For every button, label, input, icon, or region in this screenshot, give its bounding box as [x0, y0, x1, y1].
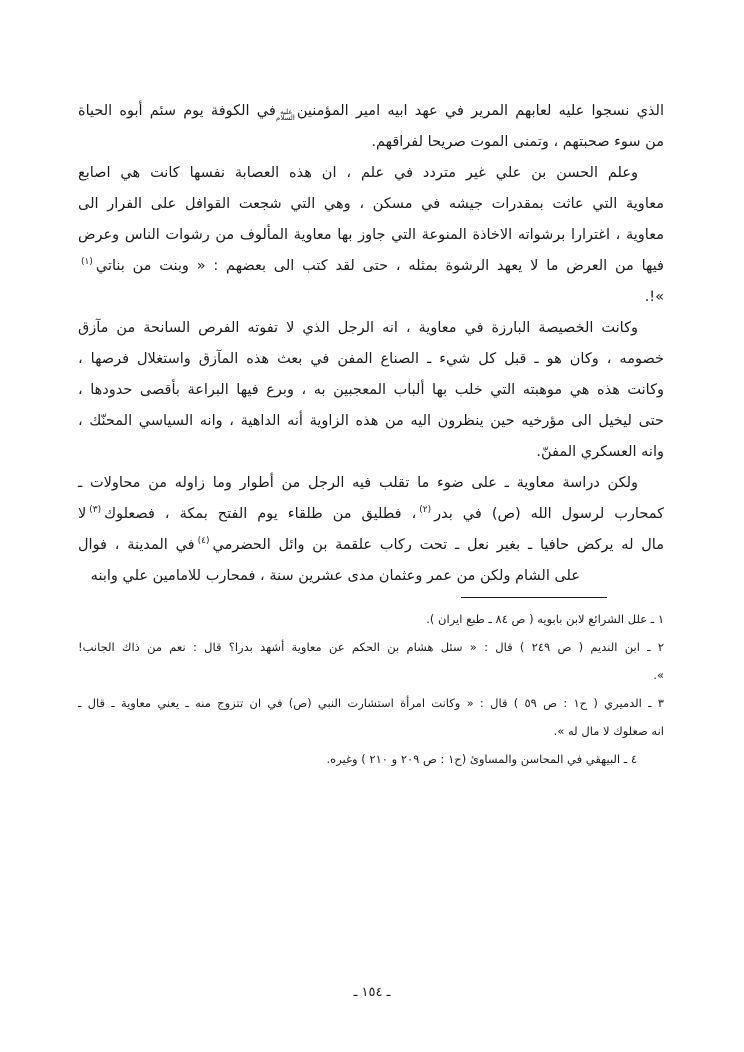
footnote-ref-2: (٢) — [419, 505, 432, 516]
text-run: فيها من العرض ما لا يعهد الرشوة بمثله ، حتى لقد كتب الى بعضهم : « وبنت من بناتي — [95, 258, 664, 274]
footnotes-section — [78, 597, 664, 773]
body-line-1 — [78, 96, 664, 127]
text-run: في الكوفة يوم سئم أبوه الحياة — [78, 103, 276, 119]
body-line-10: وكانت هذه هي موهبته التي خلب بها ألباب المعجبين به ، وبرع فيها البراعة بأقصى حدودها ، — [78, 382, 664, 398]
text-run: كمحارب لرسول الله (ص) في بدر — [434, 506, 664, 522]
footnote-2-continuation: ». — [653, 668, 664, 682]
body-line-5: معاوية ، اغترارا برشواته الاخاذة المنوعة التي جاوز بها معاوية المألوف من رشوات الناس وعرض — [78, 227, 664, 243]
alayhi-salam-honorific-mark: عليه السلام — [275, 108, 295, 122]
body-line-3: وعلم الحسن بن علي غير متردد في علم ، ان هذه العصابة نفسها كانت هي اصابع — [78, 165, 638, 181]
body-line-12: وانه العسكري المفنّ. — [536, 444, 664, 460]
footnote-ref-4: (٤) — [197, 536, 210, 547]
footnote-3-continuation: انه صعلوك لا مال له ». — [553, 724, 664, 738]
footnote-2: ٢ ـ ابن النديم ( ص ٢٤٩ ) قال : « سئل هشام بن الحكم عن معاوية أشهد بدرا؟ قال : نعم من ذاك الجانب! — [78, 640, 664, 654]
body-text — [78, 96, 664, 592]
body-line-7: »!. — [644, 289, 664, 305]
body-line-8: وكانت الخصيصة البارزة في معاوية ، انه الرجل الذي لا تفوته الفرص السانحة من مآزق — [78, 320, 638, 336]
footnote-1: ١ ـ علل الشرائع لابن بابويه ( ص ٨٤ ـ طبع ايران ). — [426, 612, 664, 626]
footnote-4: ٤ ـ البيهقي في المحاسن والمساوئ (ح١ : ص ٢٠٩ و ٢١٠ ) وغيره. — [326, 752, 637, 766]
footnote-separator — [461, 597, 607, 598]
footnote-ref-3: (٣) — [89, 505, 102, 516]
body-line-2: من سوء صحبتهم ، وتمنى الموت صريحا لفراقهم. — [371, 134, 664, 150]
text-run: ، فطليق من طلقاء يوم الفتح بمكة ، فصعلوك — [104, 506, 417, 522]
text-run: الذي نسجوا عليه لعابهم المرير في عهد ابيه امير المؤمنين — [296, 103, 664, 119]
footnote-3: ٣ ـ الدميري ( ح١ : ص ٥٩ ) قال : « وكانت امرأة استشارت النبي (ص) في ان تتزوج منه ـ يعني معاوية ـ قال ـ — [78, 696, 664, 710]
page-number: ـ ١٥٤ ـ — [353, 985, 391, 1000]
body-line-16: على الشام ولكن من عمر وعثمان مدى عشرين سنة ، فمحارب للامامين علي وابنه — [90, 568, 580, 584]
body-line-6 — [78, 251, 664, 282]
body-line-4: معاوية التي عاثت بمقدرات جيشه في مسكن ، وهي التي شجعت القوافل على الفرار الى — [78, 196, 664, 212]
body-line-9: خصومه ، وكان هو ـ قبل كل شيء ـ الصناع المفن في بعث هذه المآزق واستغلال فرصها ، — [78, 351, 664, 367]
body-line-15 — [78, 530, 664, 561]
body-line-13: ولكن دراسة معاوية ـ على ضوء ما تقلب فيه الرجل من أطوار وما زاوله من محاولات ـ — [78, 475, 638, 491]
text-run: في المدينة ، فوال — [78, 537, 195, 553]
footnote-ref-1: (١) — [81, 257, 93, 268]
text-run: لا — [78, 506, 87, 522]
body-line-14 — [78, 499, 664, 530]
body-line-11: حتى ليخيل الى مؤرخيه حين ينظرون اليه من هذه الزاوية أنه الداهية ، وانه السياسي المحنّك ، — [78, 413, 664, 429]
text-run: مال له يركض حافيا ـ بغير نعل ـ تحت ركاب علقمة بن وائل الحضرمي — [212, 537, 664, 553]
